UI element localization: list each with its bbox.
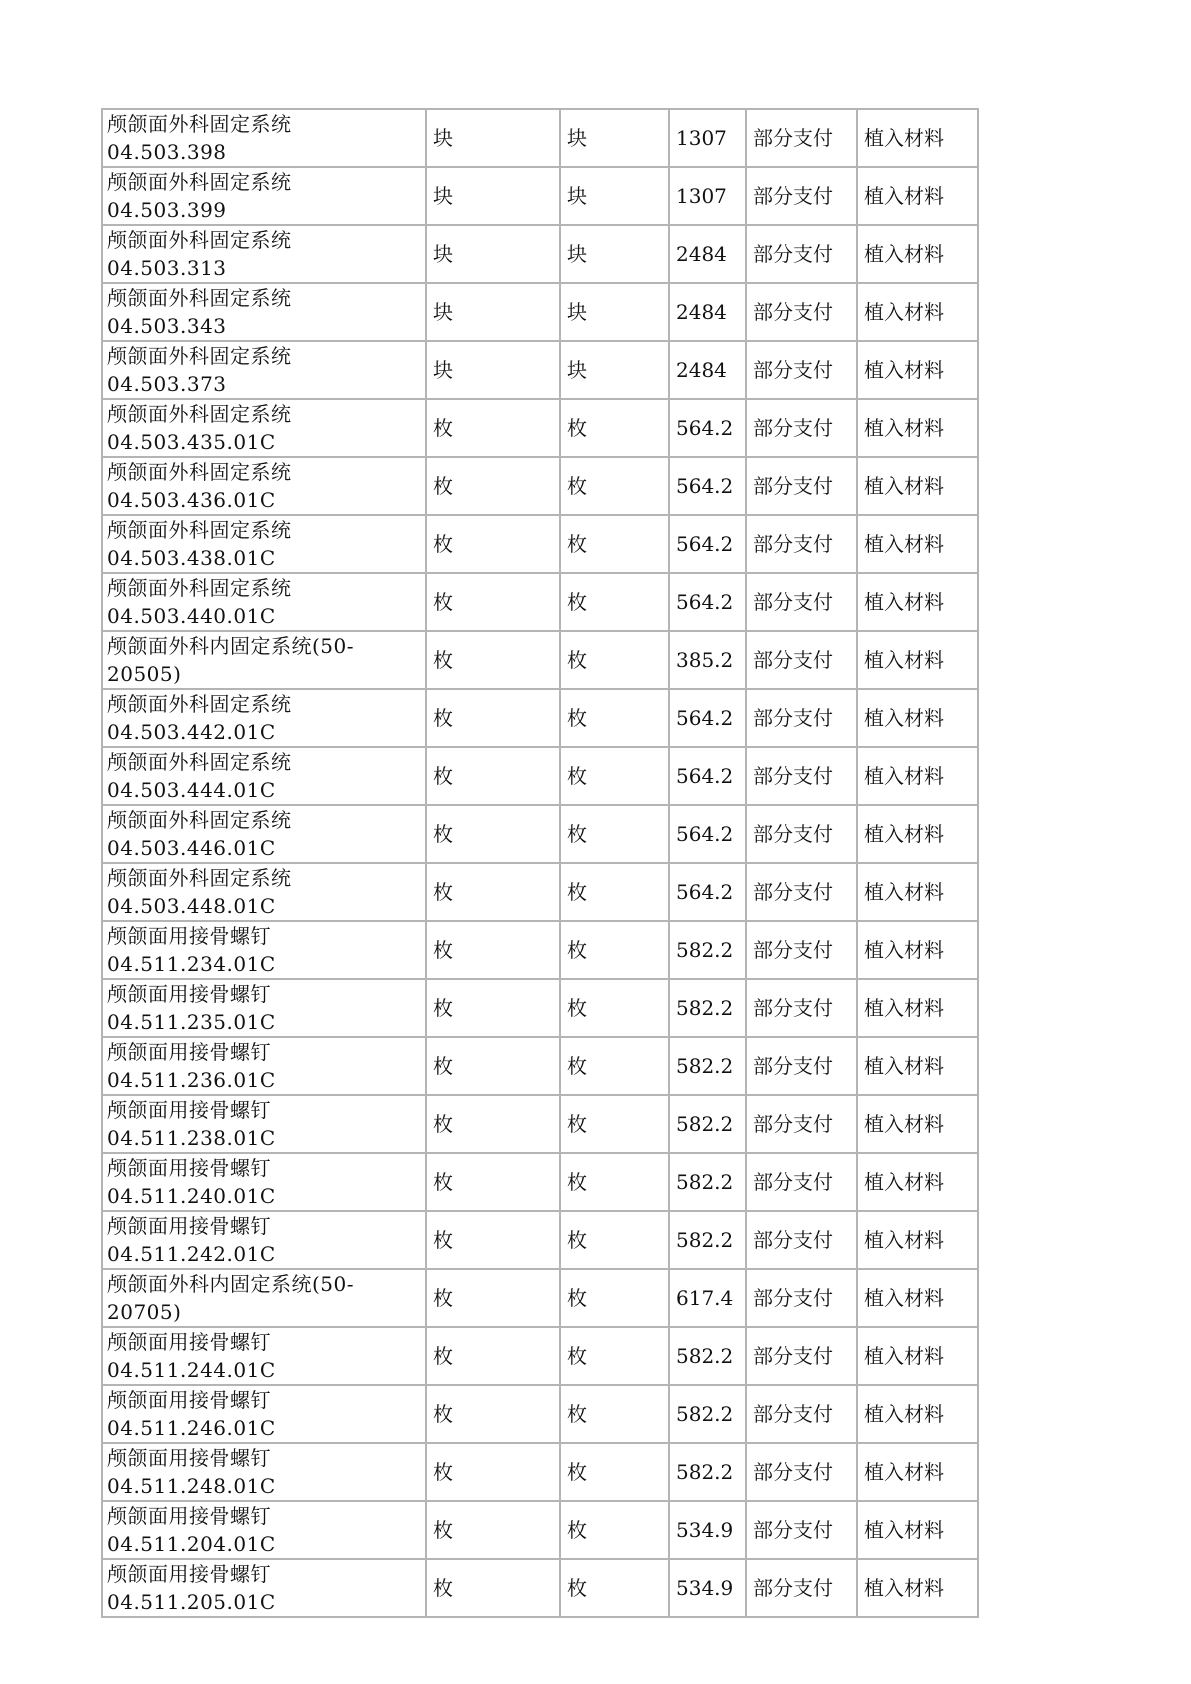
unit-cell: 枚 — [426, 921, 560, 979]
payment-type-cell: 部分支付 — [746, 515, 857, 573]
category-cell: 植入材料 — [857, 515, 978, 573]
billing-unit-cell: 枚 — [560, 1559, 669, 1617]
billing-unit-cell: 枚 — [560, 1385, 669, 1443]
price-cell: 564.2 — [669, 573, 746, 631]
item-code: 04.503.313 — [107, 256, 227, 280]
payment-type-cell: 部分支付 — [746, 631, 857, 689]
item-code: 04.511.204.01C — [107, 1532, 276, 1556]
unit-cell: 块 — [426, 341, 560, 399]
price-cell: 2484 — [669, 283, 746, 341]
table-row — [102, 1385, 978, 1443]
item-code: 04.503.343 — [107, 314, 227, 338]
table-row — [102, 399, 978, 457]
category-cell: 植入材料 — [857, 979, 978, 1037]
table-row — [102, 689, 978, 747]
price-cell: 2484 — [669, 225, 746, 283]
price-cell: 564.2 — [669, 515, 746, 573]
item-code: 04.511.248.01C — [107, 1474, 276, 1498]
item-code: 04.511.234.01C — [107, 952, 276, 976]
payment-type-cell: 部分支付 — [746, 225, 857, 283]
item-name: 颅颌面用接骨螺钉 — [107, 924, 271, 948]
unit-cell: 枚 — [426, 399, 560, 457]
payment-type-cell: 部分支付 — [746, 1385, 857, 1443]
category-cell: 植入材料 — [857, 1153, 978, 1211]
unit-cell: 枚 — [426, 747, 560, 805]
unit-cell: 块 — [426, 109, 560, 167]
unit-cell: 块 — [426, 167, 560, 225]
price-cell: 564.2 — [669, 747, 746, 805]
payment-type-cell: 部分支付 — [746, 747, 857, 805]
payment-type-cell: 部分支付 — [746, 167, 857, 225]
unit-cell: 枚 — [426, 631, 560, 689]
unit-cell: 枚 — [426, 1037, 560, 1095]
item-name-cell — [102, 1153, 426, 1211]
price-cell: 617.4 — [669, 1269, 746, 1327]
item-name-cell — [102, 747, 426, 805]
table-row — [102, 747, 978, 805]
category-cell: 植入材料 — [857, 1037, 978, 1095]
price-cell: 564.2 — [669, 805, 746, 863]
billing-unit-cell: 枚 — [560, 921, 669, 979]
item-name-cell — [102, 1501, 426, 1559]
item-code: 04.511.205.01C — [107, 1590, 276, 1614]
table-row — [102, 1501, 978, 1559]
item-name: 颅颌面外科固定系统 — [107, 808, 292, 832]
item-name-cell — [102, 1385, 426, 1443]
category-cell: 植入材料 — [857, 805, 978, 863]
category-cell: 植入材料 — [857, 1559, 978, 1617]
item-code: 04.503.442.01C — [107, 720, 276, 744]
price-cell: 564.2 — [669, 399, 746, 457]
price-cell: 1307 — [669, 167, 746, 225]
item-name-cell — [102, 689, 426, 747]
category-cell: 植入材料 — [857, 573, 978, 631]
price-cell: 582.2 — [669, 921, 746, 979]
item-name-cell — [102, 167, 426, 225]
payment-type-cell: 部分支付 — [746, 457, 857, 515]
price-table-body — [102, 109, 978, 1617]
category-cell: 植入材料 — [857, 1211, 978, 1269]
item-code: 04.503.446.01C — [107, 836, 276, 860]
payment-type-cell: 部分支付 — [746, 1153, 857, 1211]
unit-cell: 块 — [426, 283, 560, 341]
unit-cell: 枚 — [426, 979, 560, 1037]
item-name-cell — [102, 283, 426, 341]
table-row — [102, 979, 978, 1037]
payment-type-cell: 部分支付 — [746, 1095, 857, 1153]
price-cell: 582.2 — [669, 1211, 746, 1269]
billing-unit-cell: 枚 — [560, 457, 669, 515]
price-cell: 582.2 — [669, 1037, 746, 1095]
item-name-cell — [102, 1211, 426, 1269]
unit-cell: 枚 — [426, 1095, 560, 1153]
payment-type-cell: 部分支付 — [746, 1327, 857, 1385]
item-code: 04.511.244.01C — [107, 1358, 276, 1382]
category-cell: 植入材料 — [857, 399, 978, 457]
item-code: 04.503.444.01C — [107, 778, 276, 802]
billing-unit-cell: 枚 — [560, 689, 669, 747]
billing-unit-cell: 块 — [560, 283, 669, 341]
item-name-cell — [102, 1327, 426, 1385]
billing-unit-cell: 枚 — [560, 1095, 669, 1153]
category-cell: 植入材料 — [857, 1095, 978, 1153]
payment-type-cell: 部分支付 — [746, 573, 857, 631]
unit-cell: 枚 — [426, 1153, 560, 1211]
unit-cell: 枚 — [426, 1211, 560, 1269]
payment-type-cell: 部分支付 — [746, 921, 857, 979]
billing-unit-cell: 枚 — [560, 573, 669, 631]
item-name: 颅颌面外科固定系统 — [107, 460, 292, 484]
price-cell: 582.2 — [669, 1327, 746, 1385]
item-name: 颅颌面外科固定系统 — [107, 112, 292, 136]
item-name: 颅颌面外科固定系统 — [107, 228, 292, 252]
category-cell: 植入材料 — [857, 1269, 978, 1327]
item-name: 颅颌面外科固定系统 — [107, 692, 292, 716]
billing-unit-cell: 枚 — [560, 631, 669, 689]
item-name-cell — [102, 805, 426, 863]
billing-unit-cell: 枚 — [560, 1269, 669, 1327]
item-code: 04.503.399 — [107, 198, 227, 222]
unit-cell: 块 — [426, 225, 560, 283]
category-cell: 植入材料 — [857, 341, 978, 399]
item-code: 04.503.373 — [107, 372, 227, 396]
table-row — [102, 1327, 978, 1385]
billing-unit-cell: 枚 — [560, 863, 669, 921]
category-cell: 植入材料 — [857, 1501, 978, 1559]
table-row — [102, 805, 978, 863]
billing-unit-cell: 块 — [560, 225, 669, 283]
item-code: 04.503.448.01C — [107, 894, 276, 918]
unit-cell: 枚 — [426, 863, 560, 921]
table-row — [102, 1037, 978, 1095]
table-row — [102, 573, 978, 631]
item-name: 颅颌面外科固定系统 — [107, 402, 292, 426]
item-code: 04.511.235.01C — [107, 1010, 276, 1034]
price-cell: 534.9 — [669, 1501, 746, 1559]
category-cell: 植入材料 — [857, 1327, 978, 1385]
table-row — [102, 921, 978, 979]
item-name: 颅颌面用接骨螺钉 — [107, 1156, 271, 1180]
table-row — [102, 1269, 978, 1327]
item-name: 颅颌面用接骨螺钉 — [107, 1098, 271, 1122]
category-cell: 植入材料 — [857, 283, 978, 341]
category-cell: 植入材料 — [857, 1443, 978, 1501]
price-cell: 385.2 — [669, 631, 746, 689]
item-name-cell — [102, 921, 426, 979]
billing-unit-cell: 枚 — [560, 805, 669, 863]
price-cell: 1307 — [669, 109, 746, 167]
item-name: 颅颌面用接骨螺钉 — [107, 1214, 271, 1238]
category-cell: 植入材料 — [857, 1385, 978, 1443]
unit-cell: 枚 — [426, 1443, 560, 1501]
billing-unit-cell: 枚 — [560, 1211, 669, 1269]
table-row — [102, 1211, 978, 1269]
item-code: 04.511.242.01C — [107, 1242, 276, 1266]
price-cell: 2484 — [669, 341, 746, 399]
item-code: 04.503.438.01C — [107, 546, 276, 570]
item-name-cell — [102, 457, 426, 515]
unit-cell: 枚 — [426, 1269, 560, 1327]
billing-unit-cell: 枚 — [560, 747, 669, 805]
category-cell: 植入材料 — [857, 863, 978, 921]
category-cell: 植入材料 — [857, 457, 978, 515]
payment-type-cell: 部分支付 — [746, 1501, 857, 1559]
item-code: 04.511.238.01C — [107, 1126, 276, 1150]
category-cell: 植入材料 — [857, 631, 978, 689]
item-name-cell — [102, 631, 426, 689]
price-cell: 582.2 — [669, 1153, 746, 1211]
unit-cell: 枚 — [426, 1385, 560, 1443]
price-cell: 582.2 — [669, 1385, 746, 1443]
item-name-cell — [102, 1269, 426, 1327]
item-code: 04.511.246.01C — [107, 1416, 276, 1440]
item-name: 颅颌面用接骨螺钉 — [107, 982, 271, 1006]
item-name-cell — [102, 1559, 426, 1617]
billing-unit-cell: 块 — [560, 167, 669, 225]
payment-type-cell: 部分支付 — [746, 1211, 857, 1269]
category-cell: 植入材料 — [857, 109, 978, 167]
billing-unit-cell: 枚 — [560, 1153, 669, 1211]
payment-type-cell: 部分支付 — [746, 805, 857, 863]
billing-unit-cell: 枚 — [560, 515, 669, 573]
item-code: 20505) — [107, 662, 182, 686]
table-row — [102, 863, 978, 921]
table-row — [102, 1443, 978, 1501]
price-cell: 564.2 — [669, 863, 746, 921]
category-cell: 植入材料 — [857, 689, 978, 747]
table-row — [102, 457, 978, 515]
item-name: 颅颌面外科固定系统 — [107, 170, 292, 194]
billing-unit-cell: 块 — [560, 109, 669, 167]
item-name-cell — [102, 515, 426, 573]
payment-type-cell: 部分支付 — [746, 341, 857, 399]
item-name-cell — [102, 979, 426, 1037]
billing-unit-cell: 块 — [560, 341, 669, 399]
item-name: 颅颌面外科固定系统 — [107, 286, 292, 310]
item-code: 04.503.398 — [107, 140, 227, 164]
price-cell: 582.2 — [669, 979, 746, 1037]
table-row — [102, 515, 978, 573]
payment-type-cell: 部分支付 — [746, 109, 857, 167]
item-name: 颅颌面用接骨螺钉 — [107, 1330, 271, 1354]
table-row — [102, 1559, 978, 1617]
item-name: 颅颌面外科内固定系统(50- — [107, 1272, 355, 1296]
table-row — [102, 1095, 978, 1153]
billing-unit-cell: 枚 — [560, 1037, 669, 1095]
billing-unit-cell: 枚 — [560, 979, 669, 1037]
table-row — [102, 109, 978, 167]
table-row — [102, 283, 978, 341]
item-name-cell — [102, 1095, 426, 1153]
item-name: 颅颌面外科固定系统 — [107, 344, 292, 368]
item-code: 04.511.240.01C — [107, 1184, 276, 1208]
item-name-cell — [102, 225, 426, 283]
unit-cell: 枚 — [426, 457, 560, 515]
item-name-cell — [102, 863, 426, 921]
unit-cell: 枚 — [426, 689, 560, 747]
payment-type-cell: 部分支付 — [746, 689, 857, 747]
item-code: 04.511.236.01C — [107, 1068, 276, 1092]
category-cell: 植入材料 — [857, 747, 978, 805]
item-name: 颅颌面用接骨螺钉 — [107, 1446, 271, 1470]
price-cell: 582.2 — [669, 1095, 746, 1153]
unit-cell: 枚 — [426, 1327, 560, 1385]
billing-unit-cell: 枚 — [560, 1443, 669, 1501]
price-cell: 564.2 — [669, 689, 746, 747]
unit-cell: 枚 — [426, 515, 560, 573]
payment-type-cell: 部分支付 — [746, 1269, 857, 1327]
item-name: 颅颌面用接骨螺钉 — [107, 1040, 271, 1064]
item-name: 颅颌面外科固定系统 — [107, 518, 292, 542]
billing-unit-cell: 枚 — [560, 1501, 669, 1559]
table-row — [102, 1153, 978, 1211]
table-row — [102, 167, 978, 225]
unit-cell: 枚 — [426, 1559, 560, 1617]
item-code: 04.503.440.01C — [107, 604, 276, 628]
price-cell: 582.2 — [669, 1443, 746, 1501]
unit-cell: 枚 — [426, 805, 560, 863]
item-name: 颅颌面外科固定系统 — [107, 750, 292, 774]
price-table — [101, 108, 979, 1618]
price-cell: 564.2 — [669, 457, 746, 515]
payment-type-cell: 部分支付 — [746, 1443, 857, 1501]
item-name: 颅颌面用接骨螺钉 — [107, 1562, 271, 1586]
item-name: 颅颌面外科固定系统 — [107, 866, 292, 890]
table-row — [102, 225, 978, 283]
item-name-cell — [102, 399, 426, 457]
table-row — [102, 631, 978, 689]
item-name-cell — [102, 341, 426, 399]
payment-type-cell: 部分支付 — [746, 283, 857, 341]
billing-unit-cell: 枚 — [560, 399, 669, 457]
billing-unit-cell: 枚 — [560, 1327, 669, 1385]
payment-type-cell: 部分支付 — [746, 1559, 857, 1617]
payment-type-cell: 部分支付 — [746, 1037, 857, 1095]
item-code: 04.503.436.01C — [107, 488, 276, 512]
item-name-cell — [102, 1037, 426, 1095]
item-name: 颅颌面用接骨螺钉 — [107, 1504, 271, 1528]
category-cell: 植入材料 — [857, 167, 978, 225]
category-cell: 植入材料 — [857, 921, 978, 979]
item-code: 04.503.435.01C — [107, 430, 276, 454]
price-cell: 534.9 — [669, 1559, 746, 1617]
payment-type-cell: 部分支付 — [746, 979, 857, 1037]
payment-type-cell: 部分支付 — [746, 399, 857, 457]
unit-cell: 枚 — [426, 1501, 560, 1559]
item-name-cell — [102, 1443, 426, 1501]
unit-cell: 枚 — [426, 573, 560, 631]
item-name: 颅颌面外科内固定系统(50- — [107, 634, 355, 658]
item-name-cell — [102, 109, 426, 167]
payment-type-cell: 部分支付 — [746, 863, 857, 921]
item-code: 20705) — [107, 1300, 182, 1324]
category-cell: 植入材料 — [857, 225, 978, 283]
item-name: 颅颌面用接骨螺钉 — [107, 1388, 271, 1412]
item-name: 颅颌面外科固定系统 — [107, 576, 292, 600]
item-name-cell — [102, 573, 426, 631]
table-row — [102, 341, 978, 399]
